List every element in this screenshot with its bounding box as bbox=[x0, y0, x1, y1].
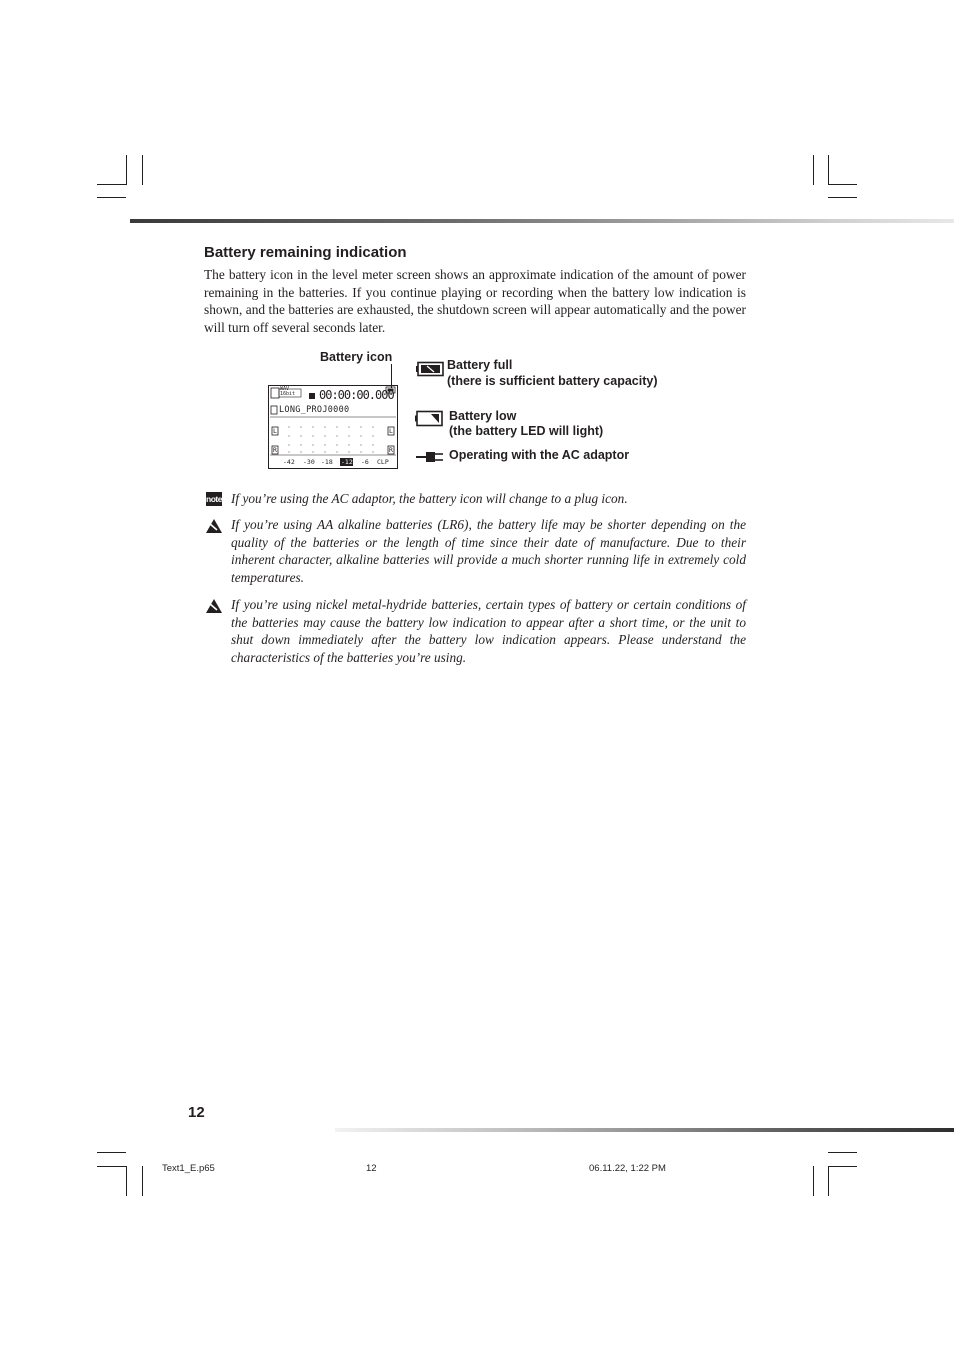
lcd-format-bottom: 16bit bbox=[280, 391, 296, 397]
lcd-channel-right: R bbox=[273, 446, 277, 454]
lcd-channel-left: L bbox=[273, 427, 277, 435]
plug-icon bbox=[415, 450, 445, 464]
battery-full-label: Battery full bbox=[447, 358, 513, 372]
ac-adaptor-label: Operating with the AC adaptor bbox=[449, 448, 630, 462]
footer-date: 06.11.22, 1:22 PM bbox=[589, 1163, 666, 1174]
footer-page: 12 bbox=[366, 1163, 377, 1174]
crop-mark bbox=[142, 155, 143, 185]
battery-full-description: (there is sufficient battery capacity) bbox=[447, 374, 658, 388]
crop-mark bbox=[828, 155, 829, 185]
lcd-scale-label: -6 bbox=[361, 458, 369, 466]
crop-mark bbox=[813, 155, 814, 185]
lcd-format-top: WAV bbox=[280, 386, 290, 392]
footer-rule bbox=[335, 1128, 954, 1132]
level-meter-screen bbox=[268, 385, 398, 469]
header-rule bbox=[130, 219, 954, 223]
battery-low-icon bbox=[415, 410, 445, 427]
lcd-channel-right: R bbox=[389, 446, 393, 454]
crop-mark bbox=[97, 1152, 126, 1153]
caution-text-alkaline: If you’re using AA alkaline batteries (LR6), the battery life may be shorter depending on the quality of the batteries or the length of time since their date of manufacture. Due to their inherent character, alkaline batteries will provide a much shorter running life in extremely cold temperatures. bbox=[231, 517, 746, 586]
page-number: 12 bbox=[188, 1104, 205, 1121]
battery-low-label: Battery low bbox=[449, 409, 517, 423]
lcd-scale-label: CLP bbox=[377, 458, 389, 466]
lcd-channel-left: L bbox=[389, 427, 393, 435]
crop-mark bbox=[142, 1166, 143, 1196]
lcd-scale-label: -42 bbox=[283, 458, 295, 466]
note-icon: note bbox=[206, 494, 222, 504]
crop-mark bbox=[828, 184, 857, 185]
lcd-scale-label: -30 bbox=[303, 458, 315, 466]
lcd-time: 00:00:00.000 bbox=[319, 388, 394, 402]
caution-text-nimh: If you’re using nickel metal-hydride batteries, certain types of battery or certain conditions of the batteries may cause the battery low indication to appear after a short time, or the unit to shut down immediately after the battery low indication appears. Please understand the characteristics of the batteries you’re using. bbox=[231, 597, 746, 666]
lcd-project-name: LONG_PROJ0000 bbox=[279, 405, 350, 415]
caution-icon bbox=[205, 598, 223, 614]
caution-icon bbox=[205, 518, 223, 534]
section-paragraph: The battery icon in the level meter screen shows an approximate indication of the amount of power remaining in the batteries. If you continue playing or recording when the battery low indication is shown, and the batteries are exhausted, the shutdown screen will appear automatically and the power will turn off several seconds later. bbox=[204, 267, 746, 335]
battery-icon-callout-label: Battery icon bbox=[320, 350, 393, 364]
crop-mark bbox=[813, 1166, 814, 1196]
battery-full-icon bbox=[416, 361, 446, 377]
section-heading: Battery remaining indication bbox=[204, 244, 407, 261]
crop-mark bbox=[97, 184, 126, 185]
note-text: If you’re using the AC adaptor, the battery icon will change to a plug icon. bbox=[231, 491, 628, 506]
crop-mark bbox=[97, 1166, 126, 1167]
crop-mark bbox=[126, 155, 127, 185]
crop-mark bbox=[97, 197, 126, 198]
crop-mark bbox=[828, 197, 857, 198]
lcd-scale-label-highlighted: -12 bbox=[341, 458, 353, 466]
battery-low-description: (the battery LED will light) bbox=[449, 424, 604, 438]
footer-filename: Text1_E.p65 bbox=[162, 1163, 215, 1174]
lcd-scale-label: -18 bbox=[321, 458, 333, 466]
crop-mark bbox=[828, 1152, 857, 1153]
crop-mark bbox=[126, 1166, 127, 1196]
crop-mark bbox=[828, 1166, 829, 1196]
crop-mark bbox=[828, 1166, 857, 1167]
